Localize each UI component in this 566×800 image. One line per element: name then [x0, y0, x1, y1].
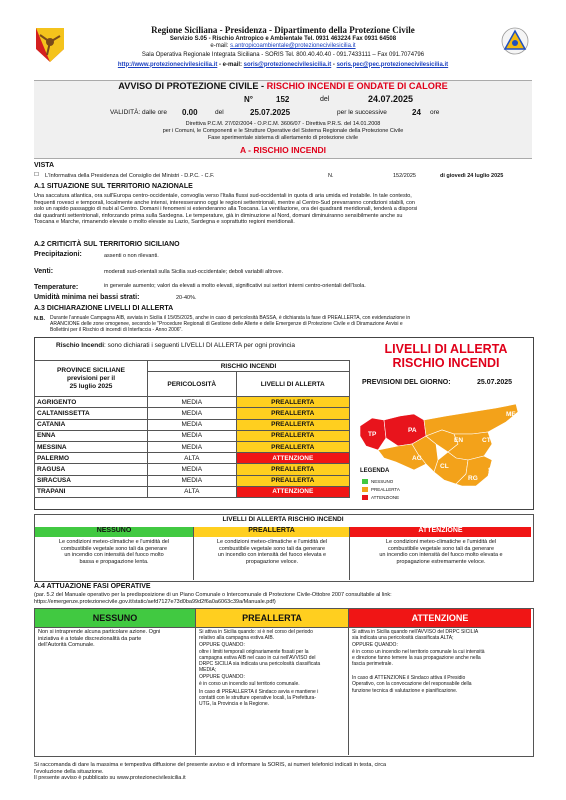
email3-link[interactable]: soris.pec@pec.protezionecivilesicilia.it: [336, 61, 449, 68]
nb-text: [50, 315, 534, 334]
header-line1: Servizio S.05 - Rischio Antropico e Ambientale Tel. 0931 463224 Fax 0931 64508: [169, 36, 397, 42]
fasi-line: relativo alla campagna estiva AIB.: [199, 635, 275, 642]
legend: [362, 477, 400, 501]
allerta-level-badge: PREALLERTA: [236, 430, 349, 441]
vista-date: di giovedì 24 luglio 2025: [440, 173, 504, 179]
col-livelli: LIVELLI DI ALLERTA: [236, 372, 349, 397]
map-label-pa: PA: [408, 427, 417, 434]
fasi-preallerta-header: PREALLERTA: [196, 609, 348, 627]
fasi-line: Operativo, con la convocazione del responsabile della: [352, 681, 472, 688]
allerta-level-badge: PREALLERTA: [236, 475, 349, 486]
temp-label: Temperature:: [34, 284, 79, 291]
line4-mid: - e-mail:: [217, 61, 244, 68]
livelli-nessuno-desc: [36, 539, 192, 565]
map-label-en: EN: [454, 437, 464, 444]
map-label-cl: CL: [440, 463, 449, 470]
a1-line: solo un rapido passaggio di nubi al Centro. Domani i fenomeni si estenderanno alla Toscana. La ventilazione, ora dei quadranti meridionali, tenderà a disporsi: [34, 206, 418, 213]
table-header-row: [35, 361, 350, 372]
email-link[interactable]: s.antropicoambientale@protezionecivilesicilia.it: [230, 43, 356, 50]
footer-line: Il presente avviso è pubblicato su www.protezionecivilesicilia.it: [34, 775, 186, 782]
col1-a: PROVINCE SICILIANE: [57, 366, 125, 374]
a4-line1: (par. 5.2 del Manuale operativo per la predisposizione di un Piano Comunale o Intercomunale di Protezione Civile-Ottobre 2007 consultabile al link:: [34, 592, 392, 598]
map-label-ct: CT: [482, 437, 491, 444]
site-link[interactable]: http://www.protezionecivilesicilia.it: [117, 61, 218, 68]
province-name: AGRIGENTO: [35, 397, 148, 408]
map-label-sr: SR: [488, 467, 498, 474]
fasi-line: è in corso un incendio nel territorio comunale la cui intensità: [352, 648, 485, 655]
header-email-line: [70, 43, 496, 50]
desc-line: un incendio con intensità del fuoco elevata e: [217, 552, 327, 559]
fasi-line: In caso di ATTENZIONE il Sindaco attiva il Presidio: [352, 675, 466, 682]
fasi-line: fascia perimetrale.: [352, 661, 393, 668]
vista-checkbox: ☐: [34, 172, 39, 178]
a4-line2: https://emergenze.protezionecivile.gov.it/static/aefd7127e73d0ba99d2f6a0a6063c39a/Manuale.pdf): [34, 599, 276, 605]
allerta-level-badge: PREALLERTA: [236, 441, 349, 452]
table-row: [35, 475, 350, 486]
a1-line: Una saccatura atlantica, ora sull'Europa centro-occidentale, convoglia verso l'Italia flussi sud-occidentali in quota di aria umida ed instabile. In tale contesto,: [34, 193, 412, 199]
legend-swatch-preallerta: [362, 487, 368, 492]
legend-item-preallerta: [362, 485, 400, 493]
fasi-line: OPPURE QUANDO:: [199, 674, 245, 681]
allerta-level-badge: PREALLERTA: [236, 408, 349, 419]
legend-title: LEGENDA: [360, 468, 390, 474]
footer: [34, 762, 534, 782]
allerta-level-badge: PREALLERTA: [236, 419, 349, 430]
desc-line: un incendio con intensità del fuoco molto: [64, 552, 164, 559]
livelli-preallerta-header: PREALLERTA: [194, 527, 349, 537]
a1-line: frequenti rovesci e temporali, localmente anche intensi, interesseranno oggi le regioni settentrionali, mentre al Centro-Sud prevarranno condizioni stabili, con: [34, 199, 415, 206]
footer-line: l'evoluzione della situazione.: [34, 768, 104, 775]
header-line3: Sala Operativa Regionale Integrata Siciliana - SORIS Tel. 800.40.40.40 - 091.7433111 – Fax 091.7074796: [141, 52, 425, 59]
pericolosita-value: MEDIA: [148, 441, 237, 452]
avviso-n-value: 152: [276, 95, 290, 104]
a1-title: A.1 SITUAZIONE SUL TERRITORIO NAZIONALE: [34, 183, 193, 190]
fasi-line: OPPURE QUANDO:: [352, 642, 398, 649]
validita-date: 25.07.2025: [250, 108, 291, 117]
fasi-line: In caso di PREALLERTA il Sindaco avvia e mantiene i: [199, 688, 319, 695]
region-logo: [35, 27, 65, 63]
header-line4: [70, 62, 496, 69]
fasi-line: oltre i limiti temporali originariamente fissati per la: [199, 648, 309, 655]
validita-del: del: [215, 109, 224, 116]
venti-label: Venti:: [34, 268, 54, 275]
map-label-ag: AG: [412, 455, 422, 462]
avviso-title-black: AVVISO DI PROTEZIONE CIVILE -: [118, 81, 267, 91]
fasi-nessuno-text: [38, 629, 192, 649]
map-title-1: LIVELLI DI ALLERTA: [384, 342, 508, 356]
col1-c: 25 luglio 2025: [69, 382, 113, 390]
province-name: MESSINA: [35, 441, 148, 452]
pericolosita-value: MEDIA: [148, 475, 237, 486]
direttiva-1: Direttiva P.C.M. 27/02/2004 - O.P.C.M. 3606/07 - Direttiva P.R.S. del 14.01.2008: [185, 121, 381, 127]
col-province-header: [35, 361, 148, 397]
province-name: ENNA: [35, 430, 148, 441]
rischio-text: : sono dichiarati i seguenti LIVELLI DI ALLERTA per ogni provincia: [104, 342, 295, 349]
province-name: RAGUSA: [35, 464, 148, 475]
avviso-date: 24.07.2025: [368, 94, 414, 104]
fasi-line: DRPC SICILIA sia indicata una pericolosità classificata: [199, 661, 321, 668]
desc-line: combustibile vegetale sono tali da generare: [387, 545, 495, 552]
avviso-title-red: RISCHIO INCENDI E ONDATE DI CALORE: [266, 81, 448, 91]
desc-line: bassa e propagazione lenta.: [79, 558, 149, 565]
allerta-level-badge: ATTENZIONE: [236, 486, 349, 497]
vista-n-label: N.: [328, 173, 334, 179]
divider: [195, 609, 196, 755]
livelli-preallerta-desc: [195, 539, 349, 565]
fasi-line: campagna estiva AIB nel caso in cui nell'AVVISO del: [199, 654, 316, 661]
livelli-attenzione-desc: [351, 539, 531, 565]
desc-line: propagazione estremamente veloce.: [396, 558, 486, 565]
umid-label: Umidità minima nei bassi strati:: [34, 294, 140, 301]
avviso-n-label: N°: [244, 95, 253, 104]
line4-sep: -: [331, 61, 337, 68]
rischio-line: [56, 342, 295, 350]
pericolosita-value: MEDIA: [148, 430, 237, 441]
fasi-line: Si attiva in Sicilia quando: si è nel corso del periodo: [199, 629, 313, 635]
desc-line: Le condizioni meteo-climatiche e l'umidità del: [58, 539, 170, 545]
venti-value: moderati sud-orientali sulla Sicilia sud-occidentale; deboli variabili altrove.: [104, 269, 284, 275]
map-prev-date: 25.07.2025: [477, 379, 513, 386]
nb-label: N.B.: [34, 316, 45, 322]
a3-title: A.3 DICHIARAZIONE LIVELLI DI ALLERTA: [34, 305, 174, 312]
email2-link[interactable]: soris@protezionecivilesicilia.it: [243, 61, 332, 68]
a1-line: Toscana e Marche, rimanendo elevate o molto elevate su Lazio, Sardegna e soprattutto regioni meridionali.: [34, 219, 295, 226]
validita-label: VALIDITÀ: dalle ore: [110, 109, 167, 116]
pericolosita-value: MEDIA: [148, 408, 237, 419]
fasi-line: contatti con le strutture operative locali, la Prefettura-: [199, 695, 317, 702]
fasi-line: OPPURE QUANDO:: [199, 642, 245, 649]
divider: [35, 627, 531, 628]
direttiva-2: per i Comuni, le Componenti e le Strutture Operative del Sistema Regionale della Protezione Civile: [162, 128, 404, 134]
fasi-nessuno-header: NESSUNO: [35, 609, 195, 627]
legend-label: NESSUNO: [371, 478, 394, 484]
map-label-tp: TP: [368, 431, 377, 438]
col-pericolosita: PERICOLOSITÀ: [148, 372, 237, 397]
a1-text: [34, 193, 534, 226]
a4-title: A.4 ATTUAZIONE FASI OPERATIVE: [34, 583, 151, 590]
header-title: Regione Siciliana - Presidenza - Dipartimento della Protezione Civile: [151, 25, 415, 35]
fasi-line: MEDIA;: [199, 667, 217, 674]
province-name: PALERMO: [35, 453, 148, 464]
allerta-level-badge: PREALLERTA: [236, 397, 349, 408]
legend-swatch-nessuno: [362, 479, 368, 484]
fasi-line: Si attiva in Sicilia quando nell'AVVISO del DRPC SICILIA: [352, 629, 479, 635]
desc-line: Le condizioni meteo-climatiche e l'umidità del: [216, 539, 328, 545]
fasi-attenzione-header: ATTENZIONE: [349, 609, 531, 627]
direttiva-3: Fase sperimentale sistema di allertamento di protezione civile: [207, 135, 359, 141]
a1-line: dai quadranti settentrionali, rinforzando prima sulla Sardegna. Le temperature, già in diminuzione al Nord, domani diminuiranno sensibilmente anche su: [34, 212, 403, 219]
pericolosita-value: MEDIA: [148, 464, 237, 475]
pericolosita-value: MEDIA: [148, 419, 237, 430]
prec-label: Precipitazioni:: [34, 251, 82, 258]
divider: [193, 527, 194, 580]
avviso-title: [34, 81, 532, 92]
rischio-label: Rischio Incendi: [56, 342, 105, 349]
prec-value: assenti o non rilevanti.: [104, 253, 159, 259]
table-row: [35, 397, 350, 408]
livelli-title: LIVELLI DI ALLERTA RISCHIO INCENDI: [222, 516, 344, 523]
desc-line: combustibile vegetale sono tali da generare: [218, 545, 326, 552]
map-title: [360, 342, 532, 370]
province-name: TRAPANI: [35, 486, 148, 497]
protezione-civile-logo: [500, 27, 530, 61]
legend-item-attenzione: [362, 493, 400, 501]
table-row: [35, 430, 350, 441]
col1-b: previsioni per il: [66, 374, 116, 382]
livelli-attenzione-header: ATTENZIONE: [350, 527, 531, 537]
table-row: [35, 408, 350, 419]
footer-line: Si raccomanda di dare la massima e tempestiva diffusione del presente avviso e di informare la SORIS, ai numeri telefonici indicati in testa, circa: [34, 762, 387, 768]
legend-label: ATTENZIONE: [371, 494, 400, 500]
divider: [349, 527, 350, 580]
legend-swatch-attenzione: [362, 495, 368, 500]
allerta-level-badge: ATTENZIONE: [236, 453, 349, 464]
a2-title: A.2 CRITICITÀ SUL TERRITORIO SICILIANO: [34, 241, 180, 248]
table-row: [35, 419, 350, 430]
vista-n-value: 152/2025: [393, 173, 416, 179]
temp-value: in generale aumento; valori da elevati a molto elevati, significativi sui settori interni centro-orientali dell'Isola.: [104, 283, 366, 289]
allerta-level-badge: PREALLERTA: [236, 464, 349, 475]
map-label-me: ME: [506, 411, 516, 418]
livelli-nessuno-header: NESSUNO: [35, 527, 193, 537]
avviso-del: del: [320, 96, 330, 103]
email-label: e-mail:: [210, 43, 231, 50]
province-table: [34, 360, 350, 498]
pericolosita-value: ALTA: [148, 453, 237, 464]
vista-text: L'Informativa della Presidenza del Consiglio dei Ministri - D.P.C. - C.F.: [45, 173, 215, 179]
fasi-line: e direzione fanno temere la sua propagazione anche nella: [352, 654, 481, 661]
fasi-line: sia indicata una pericolosità classificata ALTA;: [352, 635, 454, 642]
desc-line: combustibile vegetale sono tali da generare: [60, 545, 168, 552]
map-prev-label: PREVISIONI DEL GIORNO:: [362, 379, 451, 386]
fasi-line: funzione tecnica di valutazione e pianificazione.: [352, 687, 458, 694]
section-a-title: A - RISCHIO INCENDI: [239, 145, 327, 155]
province-name: CALTANISSETTA: [35, 408, 148, 419]
pericolosita-value: MEDIA: [148, 397, 237, 408]
table-row: [35, 453, 350, 464]
fasi-line: Non si intraprende alcuna particolare azione. Ogni: [38, 629, 161, 635]
umid-value: 20-40%.: [176, 295, 197, 301]
map-title-2: RISCHIO INCENDI: [392, 356, 500, 370]
nb-line: ARANCIONE delle zone omogenee, secondo le "Procedure Regionali di Gestione delle Allerte e delle Emergenze di Protezione Civile e di Diramazione Avvisi e: [50, 321, 403, 328]
desc-line: un incendio con intensità del fuoco molto elevata e: [379, 552, 503, 559]
validita-ore: 0.00: [182, 108, 198, 117]
map-label-rg: RG: [468, 475, 478, 482]
province-name: CATANIA: [35, 419, 148, 430]
legend-label: PREALLERTA: [371, 486, 400, 492]
nb-line: Bollettini per il Rischio di incendi di Interfaccia - Anno 2006".: [50, 327, 183, 334]
desc-line: propagazione veloce.: [245, 558, 299, 565]
province-rows: [35, 397, 350, 498]
table-row: [35, 464, 350, 475]
nb-line: Durante l'annuale Campagna AIB, avviata in Sicilia il 15/05/2025, anche in caso di pericolosità BASSA, è dichiarata la fase di PREALLERTA, con evidenziazione in: [50, 315, 411, 321]
fasi-attenzione-text: [352, 629, 530, 694]
divider: [348, 609, 349, 755]
fasi-line: iniziativa è a totale discrezionalità da parte: [38, 635, 142, 642]
desc-line: Le condizioni meteo-climatiche e l'umidità del: [385, 539, 497, 545]
vista-label: VISTA: [34, 162, 55, 169]
legend-item-nessuno: [362, 477, 400, 485]
fasi-line: UTG, la Provincia e la Regione.: [199, 701, 270, 708]
table-row: [35, 486, 350, 497]
validita-hours: 24: [412, 108, 421, 117]
fasi-preallerta-text: [199, 629, 347, 707]
validita-ore-label: ore: [430, 109, 440, 116]
col-rischio-header: RISCHIO INCENDI: [148, 361, 350, 372]
province-name: SIRACUSA: [35, 475, 148, 486]
pericolosita-value: ALTA: [148, 486, 237, 497]
validita-per: per le successive: [337, 109, 387, 116]
fasi-line: è in corso un incendio sul territorio comunale.: [199, 680, 300, 687]
table-row: [35, 441, 350, 452]
fasi-line: dell'Autorità Comunale.: [38, 642, 95, 649]
